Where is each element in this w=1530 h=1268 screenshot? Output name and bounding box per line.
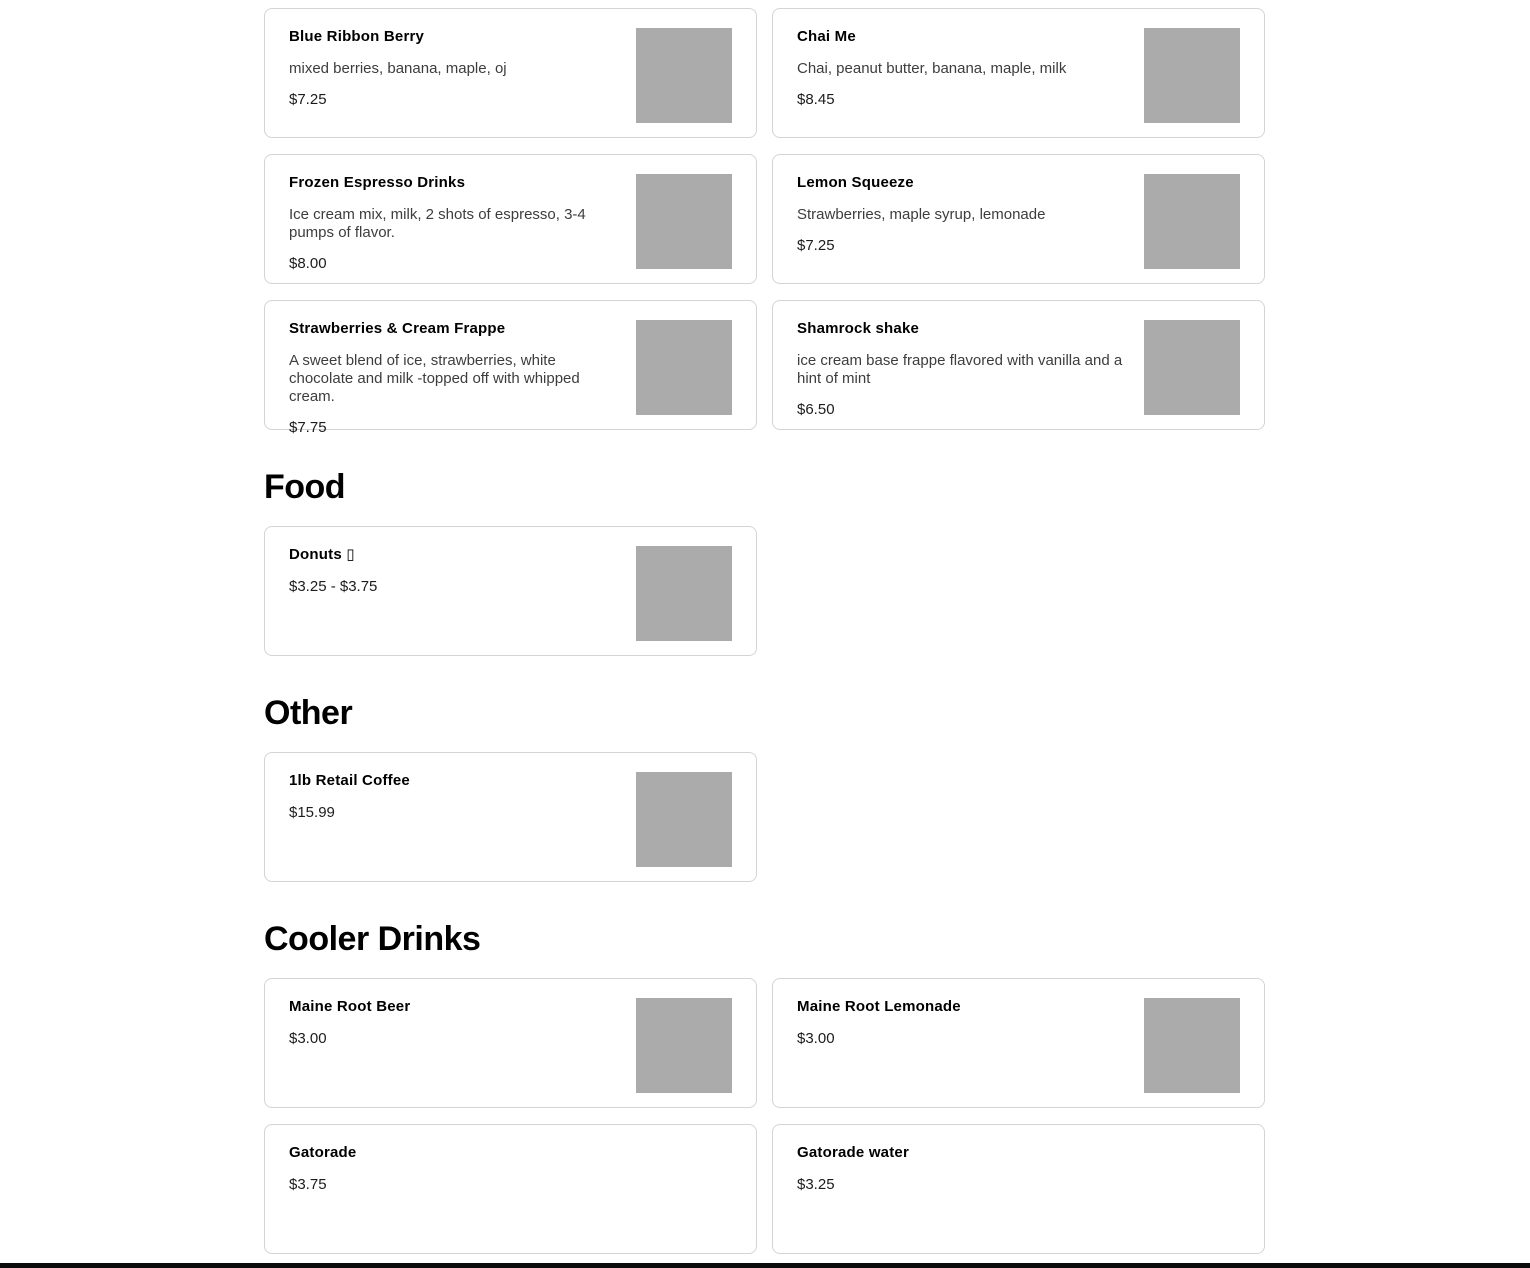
- menu-item-description: A sweet blend of ice, strawberries, white chocolate and milk -topped off with whipped cream.: [289, 352, 580, 405]
- menu-item-price: $3.25 - $3.75: [289, 578, 378, 595]
- menu-item-description: Strawberries, maple syrup, lemonade: [797, 206, 1046, 223]
- menu-item-title: Gatorade: [289, 1144, 357, 1161]
- menu-item-photo: [636, 546, 732, 641]
- menu-item-photo: [636, 772, 732, 867]
- menu-item-title: Donuts ▯: [289, 546, 355, 563]
- menu-item-price: $7.25: [797, 237, 835, 254]
- menu-item-photo: [1144, 998, 1240, 1093]
- menu-item-description: mixed berries, banana, maple, oj: [289, 60, 507, 77]
- section-heading-cooler-drinks: Cooler Drinks: [264, 920, 481, 958]
- menu-item-title: Gatorade water: [797, 1144, 910, 1161]
- menu-item-photo: [1144, 28, 1240, 123]
- menu-item-photo: [636, 174, 732, 269]
- menu-item-card[interactable]: [772, 300, 1265, 430]
- menu-item-price: $8.00: [289, 255, 327, 272]
- menu-item-card[interactable]: [264, 978, 757, 1108]
- menu-section-drinks: [264, 8, 1265, 436]
- menu-item-card[interactable]: [264, 154, 757, 284]
- menu-section-cooler-drinks: [264, 978, 1265, 1254]
- menu-item-price: $3.00: [797, 1030, 835, 1047]
- menu-item-card[interactable]: [772, 1124, 1265, 1254]
- footer-bar: [0, 1263, 1530, 1268]
- menu-item-title: 1lb Retail Coffee: [289, 772, 410, 789]
- menu-item-title: Lemon Squeeze: [797, 174, 914, 191]
- section-heading-other: Other: [264, 694, 353, 732]
- menu-item-card[interactable]: [264, 8, 757, 138]
- menu-item-card[interactable]: [264, 752, 757, 882]
- menu-item-title: Blue Ribbon Berry: [289, 28, 425, 45]
- menu-item-price: $3.00: [289, 1030, 327, 1047]
- menu-item-card[interactable]: [264, 1124, 757, 1254]
- menu-item-photo: [1144, 320, 1240, 415]
- menu-item-price: $8.45: [797, 91, 835, 108]
- menu-item-price: $7.75: [289, 419, 327, 436]
- menu-section-other: [264, 752, 1265, 882]
- menu-item-photo: [1144, 174, 1240, 269]
- menu-item-price: $3.75: [289, 1176, 327, 1193]
- menu-item-price: $6.50: [797, 401, 835, 418]
- menu-item-price: $7.25: [289, 91, 327, 108]
- menu-item-title: Maine Root Lemonade: [797, 998, 961, 1015]
- menu-item-photo: [636, 320, 732, 415]
- menu-item-title: Strawberries & Cream Frappe: [289, 320, 506, 337]
- menu-item-title: Shamrock shake: [797, 320, 920, 337]
- menu-item-title: Chai Me: [797, 28, 856, 45]
- menu-item-description: Chai, peanut butter, banana, maple, milk: [797, 60, 1067, 77]
- menu-item-title: Maine Root Beer: [289, 998, 411, 1015]
- menu-item-card[interactable]: [264, 300, 757, 436]
- menu-item-card[interactable]: [264, 526, 757, 656]
- menu-item-price: $15.99: [289, 804, 335, 821]
- menu-item-photo: [636, 998, 732, 1093]
- menu-item-photo: [636, 28, 732, 123]
- menu-item-card[interactable]: [772, 154, 1265, 284]
- menu-item-title: Frozen Espresso Drinks: [289, 174, 466, 191]
- menu-item-description: Ice cream mix, milk, 2 shots of espresso, 3-4 pumps of flavor.: [289, 206, 586, 241]
- menu-item-card[interactable]: [772, 978, 1265, 1108]
- section-heading-food: Food: [264, 468, 346, 506]
- menu-section-food: [264, 526, 1265, 656]
- menu-item-description: ice cream base frappe flavored with vanilla and a hint of mint: [797, 352, 1123, 387]
- menu-page: [264, 8, 1265, 1254]
- menu-item-price: $3.25: [797, 1176, 835, 1193]
- menu-item-card[interactable]: [772, 8, 1265, 138]
